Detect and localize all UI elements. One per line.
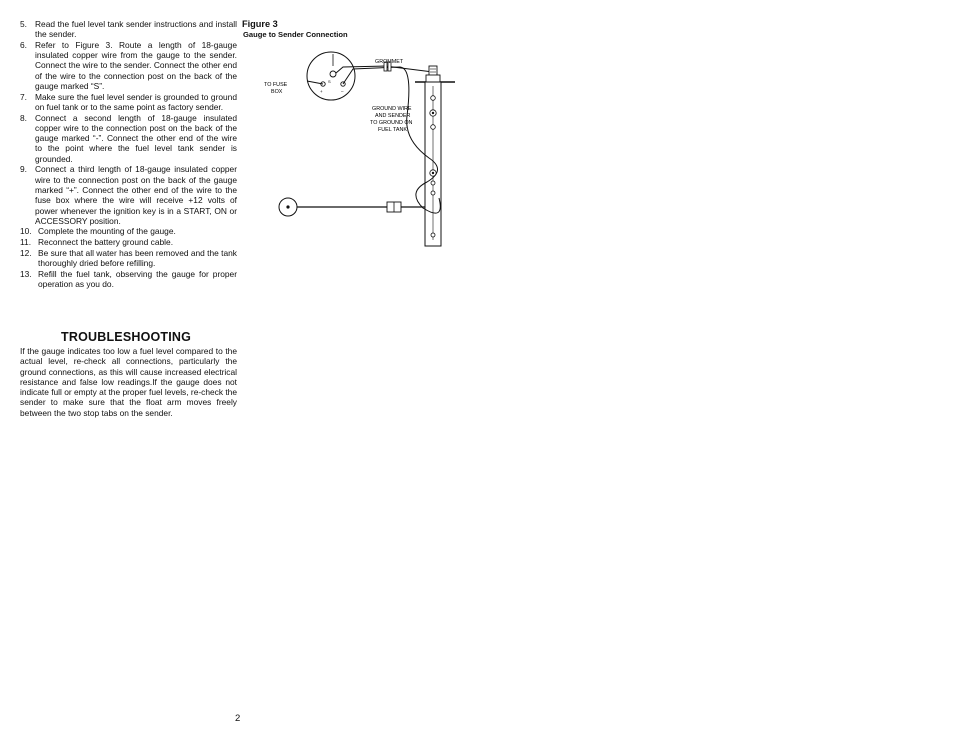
sender-top-fitting (426, 66, 440, 82)
step-text: Refer to Figure 3. Route a length of 18-gauge insulated copper wire from the gauge to the sender. Connect the wire to the sender. Connect the other end of the wire to the connection post on the back of the gauge marked “S”. (35, 39, 237, 92)
to-fuse-box-label: TO FUSE (264, 82, 288, 88)
to-fuse-box-label-2: BOX (271, 89, 283, 95)
step-6 (20, 40, 237, 91)
ground-wire-label-2: AND SENDER (375, 113, 411, 119)
instruction-steps (20, 19, 237, 289)
step-number: 12. (20, 247, 32, 258)
wiring-diagram (255, 40, 470, 255)
step-number: 8. (20, 112, 27, 123)
step-10 (20, 226, 237, 236)
step-text: Be sure that all water has been removed and the tank thoroughly dried before refilling. (38, 247, 237, 268)
step-text: Connect a second length of 18-gauge insulated copper wire to the connection post on the back of the gauge marked “-”. Connect the other end of the wire to the point where the fuel level tank sender is grounded. (35, 112, 237, 164)
step-9 (20, 164, 237, 226)
step-text: Reconnect the battery ground cable. (38, 237, 174, 248)
step-number: 7. (20, 91, 27, 102)
step-number: 5. (20, 19, 27, 29)
step-number: 10. (20, 226, 32, 237)
step-5 (20, 19, 237, 40)
step-11 (20, 237, 237, 247)
ground-wire-label-4: FUEL TANK (378, 127, 407, 133)
terminal-s-label: S (328, 79, 331, 84)
float-arm (279, 198, 425, 216)
step-number: 6. (20, 39, 27, 50)
step-text: Make sure the fuel level sender is grounded to ground on fuel tank or to the same point as factory sender. (35, 91, 237, 112)
step-number: 11. (20, 237, 32, 248)
sender-body (425, 82, 441, 246)
page-number: 2 (235, 713, 241, 724)
step-12 (20, 248, 237, 269)
terminal-plus-label: + (320, 89, 323, 94)
figure-caption: Gauge to Sender Connection (243, 30, 348, 39)
ground-wire-label-3: TO GROUND ON (370, 120, 413, 126)
troubleshooting-body: If the gauge indicates too low a fuel level compared to the actual level, re-check all connections, particularly the ground connections, as this will cause increased electrical resistance and false low readings.If the gauge does not indicate full or empty at the proper fuel levels, re-check the sender to make sure that the float arm moves freely between the two stop tabs on the sender. (20, 346, 237, 418)
step-13 (20, 269, 237, 290)
ground-wire-label-1: GROUND WIRE (372, 106, 412, 112)
step-text: Refill the fuel tank, observing the gauge for proper operation as you do. (38, 268, 237, 289)
step-number: 9. (20, 164, 27, 175)
terminal-minus-label: – (341, 89, 344, 94)
step-text: Read the fuel level tank sender instructions and install the sender. (35, 19, 237, 40)
step-7 (20, 92, 237, 113)
step-text: Connect a third length of 18-gauge insulated copper wire to the connection post on the back of the gauge marked “+”. Connect the other end of the wire to the fuse box where the wire will receive +12 volts of power whenever the ignition key is in a START, ON or ACCESSORY position. (35, 164, 237, 226)
figure-title: Figure 3 (242, 19, 278, 29)
grommet-label: GROMMET (375, 59, 404, 65)
step-8 (20, 113, 237, 164)
step-text: Complete the mounting of the gauge. (38, 226, 176, 237)
troubleshooting-heading: TROUBLESHOOTING (61, 330, 192, 344)
step-number: 13. (20, 268, 32, 279)
